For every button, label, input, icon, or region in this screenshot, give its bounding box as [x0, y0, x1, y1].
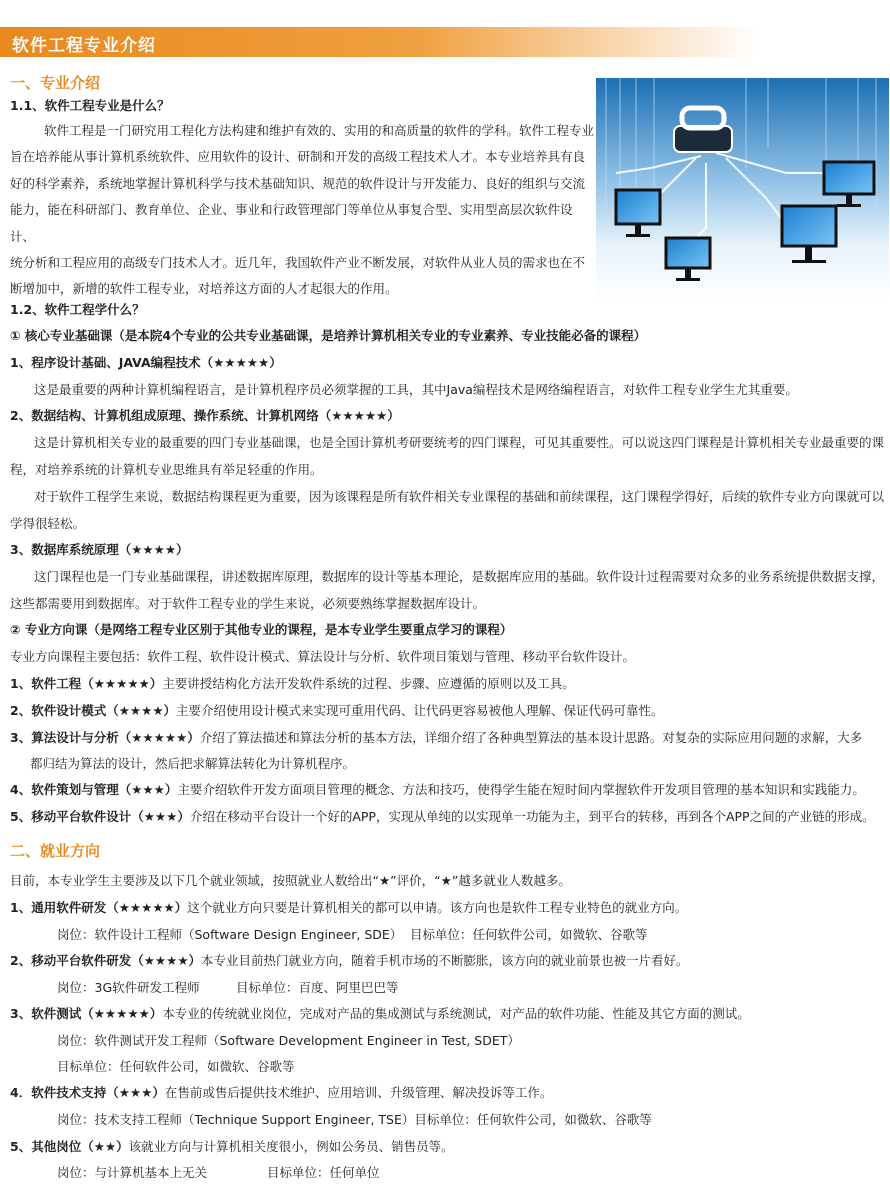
course-2-desc: 学得很轻松。 [10, 516, 86, 531]
job-3-post: 岗位：软件测试开发工程师（Software Development Engineer in Test, SDET） [57, 1033, 520, 1048]
intro-line: 旨在培养能从事计算机系统软件、应用软件的设计、研制和开发的高级工程技术人才。本专业培养具有良 [10, 149, 586, 165]
job-2-post: 岗位：3G软件研发工程师 [57, 980, 200, 995]
course-2-desc: 对于软件工程学生来说，数据结构课程更为重要，因为该课程是所有软件相关专业课程的基础和前续课程，这门课程学得好，后续的软件专业方向课就可以 [34, 489, 885, 504]
direction-course-desc: 主要介绍软件开发方面项目管理的概念、方法和技巧，使得学生能在短时间内掌握软件开发项目管理的基本知识和实践能力。 [177, 782, 865, 797]
title-banner [0, 27, 760, 57]
job-1 [10, 898, 687, 916]
job-4-post: 岗位：技术支持工程师（Technique Support Engineer, TSE）目标单位：任何软件公司，如微软、谷歌等 [57, 1112, 652, 1127]
direction-course-title: 5、移动平台软件设计（★★★） [10, 809, 190, 824]
direction-course-1 [10, 674, 575, 692]
direction-course-title: 1、软件工程（★★★★★） [10, 676, 163, 691]
section-heading-employment: 二、就业方向 [10, 842, 101, 860]
network-monitors-illustration [596, 78, 889, 302]
course-2-desc: 程，对培养系统的计算机专业思维具有举足轻重的作用。 [10, 462, 323, 477]
direction-course-5 [10, 807, 875, 825]
job-3 [10, 1004, 750, 1022]
job-desc: 这个就业方向只要是计算机相关的都可以申请。该方向也是软件工程专业特色的就业方向。 [187, 900, 688, 915]
direction-course-desc: 主要介绍使用设计模式来实现可重用代码、让代码更容易被他人理解、保证代码可靠性。 [176, 703, 664, 718]
direction-course-3 [10, 728, 862, 746]
course-1-title: 1、程序设计基础、JAVA编程技术（★★★★★） [10, 355, 282, 370]
core-courses-title: ① 核心专业基础课（是本院4个专业的公共专业基础课，是培养计算机相关专业的专业素养、专业技能必备的课程） [10, 328, 647, 343]
section-heading-intro: 一、专业介绍 [10, 74, 101, 92]
question-learn: 1.2、软件工程学什么？ [10, 302, 145, 317]
job-3-target: 目标单位：任何软件公司，如微软、谷歌等 [57, 1059, 295, 1074]
intro-line: 软件工程是一门研究用工程化方法构建和维护有效的、实用的和高质量的软件的学科。软件工程专业 [44, 123, 595, 138]
job-5 [10, 1137, 454, 1155]
direction-courses-title: ② 专业方向课（是网络工程专业区别于其他专业的课程，是本专业学生要重点学习的课程） [10, 622, 513, 637]
course-3-desc: 这门课程也是一门专业基础课程，讲述数据库原理，数据库的设计等基本理论，是数据库应用的基础。软件设计过程需要对众多的业务系统提供数据支撑， [34, 569, 885, 584]
direction-courses-intro: 专业方向课程主要包括：软件工程、软件设计模式、算法设计与分析、软件项目策划与管理、移动平台软件设计。 [10, 649, 636, 664]
job-title: 2、移动平台软件研发（★★★★） [10, 953, 202, 968]
question-what: 1.1、软件工程专业是什么？ [10, 98, 170, 113]
course-3-desc: 这些都需要用到数据库。对于软件工程专业的学生来说，必须要熟练掌握数据库设计。 [10, 596, 486, 611]
course-2-title: 2、数据结构、计算机组成原理、操作系统、计算机网络（★★★★★） [10, 408, 400, 423]
page-title: 软件工程专业介绍 [12, 36, 156, 56]
employment-intro: 目前，本专业学生主要涉及以下几个就业领域，按照就业人数给出“★”评价，“★”越多就业人数越多。 [10, 873, 571, 888]
job-title: 4．软件技术支持（★★★） [10, 1085, 165, 1100]
job-desc: 本专业的传统就业岗位，完成对产品的集成测试与系统测试，对产品的软件功能、性能及其它方面的测试。 [162, 1006, 750, 1021]
direction-course-title: 4、软件策划与管理（★★★） [10, 782, 178, 797]
direction-course-title: 3、算法设计与分析（★★★★★） [10, 730, 200, 745]
intro-paragraph [10, 118, 595, 303]
direction-course-4 [10, 780, 865, 798]
direction-course-desc: 主要讲授结构化方法开发软件系统的过程、步骤、应遵循的原则以及工具。 [162, 676, 575, 691]
direction-course-title: 2、软件设计模式（★★★★） [10, 703, 177, 718]
course-2-desc: 这是计算机相关专业的最重要的四门专业基础课，也是全国计算机考研要统考的四门课程，可见其重要性。可以说这四门课程是计算机相关专业最重要的课 [34, 435, 885, 450]
direction-course-desc: 介绍了算法描述和算法分析的基本方法，详细介绍了各种典型算法的基本设计思路。对复杂的实际应用问题的求解，大多 [199, 730, 863, 745]
job-desc: 在售前或售后提供技术维护、应用培训、升级管理、解决投诉等工作。 [164, 1085, 553, 1100]
job-2 [10, 951, 689, 969]
job-2-target: 目标单位：百度、阿里巴巴等 [236, 980, 399, 995]
intro-line: 能力，能在科研部门、教育单位、企业、事业和行政管理部门等单位从事复合型、实用型高层次软件设计、 [10, 202, 573, 244]
direction-course-desc: 介绍在移动平台设计一个好的APP，实现从单纯的以实现单一功能为主，到平台的转移，再到各个APP之间的产业链的形成。 [189, 809, 875, 824]
job-4 [10, 1083, 552, 1101]
job-title: 1、通用软件研发（★★★★★） [10, 900, 188, 915]
intro-line: 统分析和工程应用的高级专门技术人才。近几年，我国软件产业不断发展，对软件从业人员的需求也在不 [10, 255, 586, 271]
intro-line: 好的科学素养，系统地掌握计算机科学与技术基础知识、规范的软件设计与开发能力、良好的组织与交流 [10, 175, 586, 191]
job-1-post: 岗位：软件设计工程师（Software Design Engineer, SDE） [57, 927, 403, 942]
direction-course-3-cont: 都归结为算法的设计，然后把求解算法转化为计算机程序。 [30, 756, 356, 771]
course-1-desc: 这是最重要的两种计算机编程语言，是计算机程序员必须掌握的工具，其中Java编程技术是网络编程语言，对软件工程专业学生尤其重要。 [34, 382, 798, 397]
job-desc: 该就业方向与计算机相关度很小，例如公务员、销售员等。 [128, 1139, 454, 1154]
intro-line: 断增加中，新增的软件工程专业，对培养这方面的人才起很大的作用。 [10, 281, 398, 297]
job-1-target: 目标单位：任何软件公司，如微软、谷歌等 [410, 927, 648, 942]
job-title: 5、其他岗位（★★） [10, 1139, 129, 1154]
course-3-title: 3、数据库系统原理（★★★★） [10, 542, 189, 557]
job-title: 3、软件测试（★★★★★） [10, 1006, 163, 1021]
job-5-target: 目标单位：任何单位 [267, 1165, 380, 1180]
direction-course-2 [10, 701, 664, 719]
job-5-post: 岗位：与计算机基本上无关 [57, 1165, 208, 1180]
job-desc: 本专业目前热门就业方向，随着手机市场的不断膨胀，该方向的就业前景也被一片看好。 [201, 953, 689, 968]
